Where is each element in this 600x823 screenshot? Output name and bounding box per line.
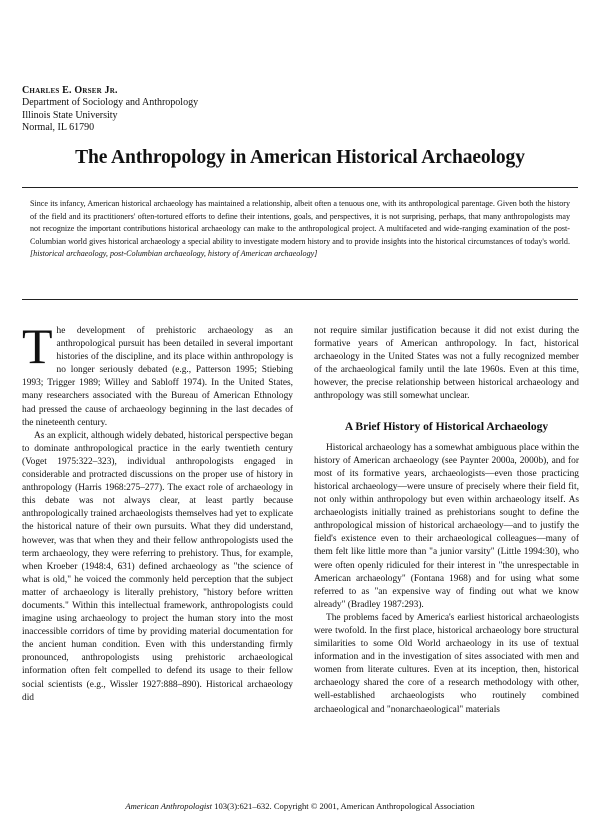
right-paragraph-1: not require similar justification because it did not exist during the formative years of American anthropology. In fact, historical archaeology in the United States was not a fully recognized member of the archaeological family until the late 1960s. Even at this time, however, the precise relationship between historical archaeology and anthropology was still somewhat unclear.: [314, 326, 579, 402]
right-paragraph-3: The problems faced by America's earliest historical archaeologists were twofold. In the first place, historical archaeology bore structural similarities to some Old World archaeology in its use of textual information and in the investigation of sites associated with men and women from literate cultures. Even at its inception, then, historical archaeology shared the core of a research methodology with other, well-established archaeologists who routinely combined archaeological and "nonarchaeological" materials: [314, 612, 579, 715]
left-paragraph-1: [22, 318, 293, 430]
footer-journal: American Anthropologist: [125, 801, 212, 811]
right-column: [314, 325, 579, 717]
abstract-text: Since its infancy, American historical archaeology has maintained a relationship, albeit often a tenuous one, with its anthropological parentage. Given both the history of the field and its practitioners' often-tortured efforts to define their intentions, goals, and perspectives, it is not surprising, perhaps, that many anthropologists may not recognize the important contributions historical archaeology can make to the anthropological project. A multifaceted and wide-ranging examination of the post-Columbian world gives historical archaeology a special ability to investigate modern history and to provide insights into the historical circumstances of today's world.: [30, 199, 570, 246]
author-city: Normal, IL 61790: [22, 121, 95, 133]
left-column: [22, 318, 293, 705]
page-footer: [0, 801, 600, 811]
abstract: [30, 198, 570, 261]
left-paragraph-2: As an explicit, although widely debated, historical perspective began to dominate anthropological practice in the early twentieth century (Voget 1975:322–323), individual anthropologists engaged in considerable and protracted discussions on the proper use of history in anthropology (Harris 1968:275–277). The exact role of archaeology in this debate was not always clear, at least partly because anthropologically trained archaeologists themselves had yet to explicate the historical nature of their own pursuits. What they did understand, however, was that when they and their fellow anthropologists used the term archaeology, they were referring to prehistory. Thus, for example, when Kroeber (1948:4, 631) defined archaeology as "the science of what is old," he voiced the commonly held perception that the subject matter of archaeology is literally prehistory, "history before written documents." Within this intellectual framework, anthropologists could imagine using archaeology to project the human story into the most inaccessible corridors of time by providing material documentation for the ancient human condition. Even with this understanding firmly pronounced, anthropologists using prehistoric archaeological information often felt compelled to defend its usage to their fellow social scientists (e.g., Wissler 1927:888–890). Historical archaeology did: [22, 430, 293, 703]
rule-bottom: [22, 299, 578, 300]
right-paragraph-2: Historical archaeology has a somewhat ambiguous place within the history of American archaeology (see Paynter 2000a, 2000b), and for most of its formative years, archaeologists—even those practicing historical archaeology—were unsure of precisely where their field fit, not only within anthropology but even within archaeology itself. As archaeologists initially trained as prehistorians sought to define the anthropological mission of historical archaeology—and to justify the field's existence even to their archaeological colleagues—many of them felt like little more than "a junior varsity" (Little 1994:30), who were often openly ridiculed for their interest in "the unrespectable in American archaeology" (Fontana 1968) and for using what some referred to as "an expensive way of finding out what we know already" (Bradley 1987:293).: [314, 442, 579, 610]
abstract-keywords: [historical archaeology, post-Columbian archaeology, history of American archaeology]: [30, 249, 318, 258]
rule-top: [22, 187, 578, 188]
footer-citation: 103(3):621–632. Copyright © 2001, American Anthropological Association: [212, 801, 475, 811]
author-university: Illinois State University: [22, 109, 118, 121]
author-department: Department of Sociology and Anthropology: [22, 97, 199, 109]
dropcap: T: [22, 318, 53, 374]
author-block: [22, 85, 198, 134]
article-title: The Anthropology in American Historical Archaeology: [75, 147, 525, 168]
left-paragraph-1-text: he development of prehistoric archaeology as an anthropological pursuit has been detailed in several important histories of the discipline, and its place within anthropology is no longer seriously debated (e.g., Patterson 1995; Stiebing 1993; Trigger 1989; Willey and Sabloff 1974). In the United States, many researchers associated with the Bureau of American Ethnology had pressed the cause of archaeology beginning in the last decades of the nineteenth century.: [22, 326, 293, 428]
author-name: Charles E. Orser Jr.: [22, 85, 118, 96]
section-heading: A Brief History of Historical Archaeology: [344, 420, 549, 433]
